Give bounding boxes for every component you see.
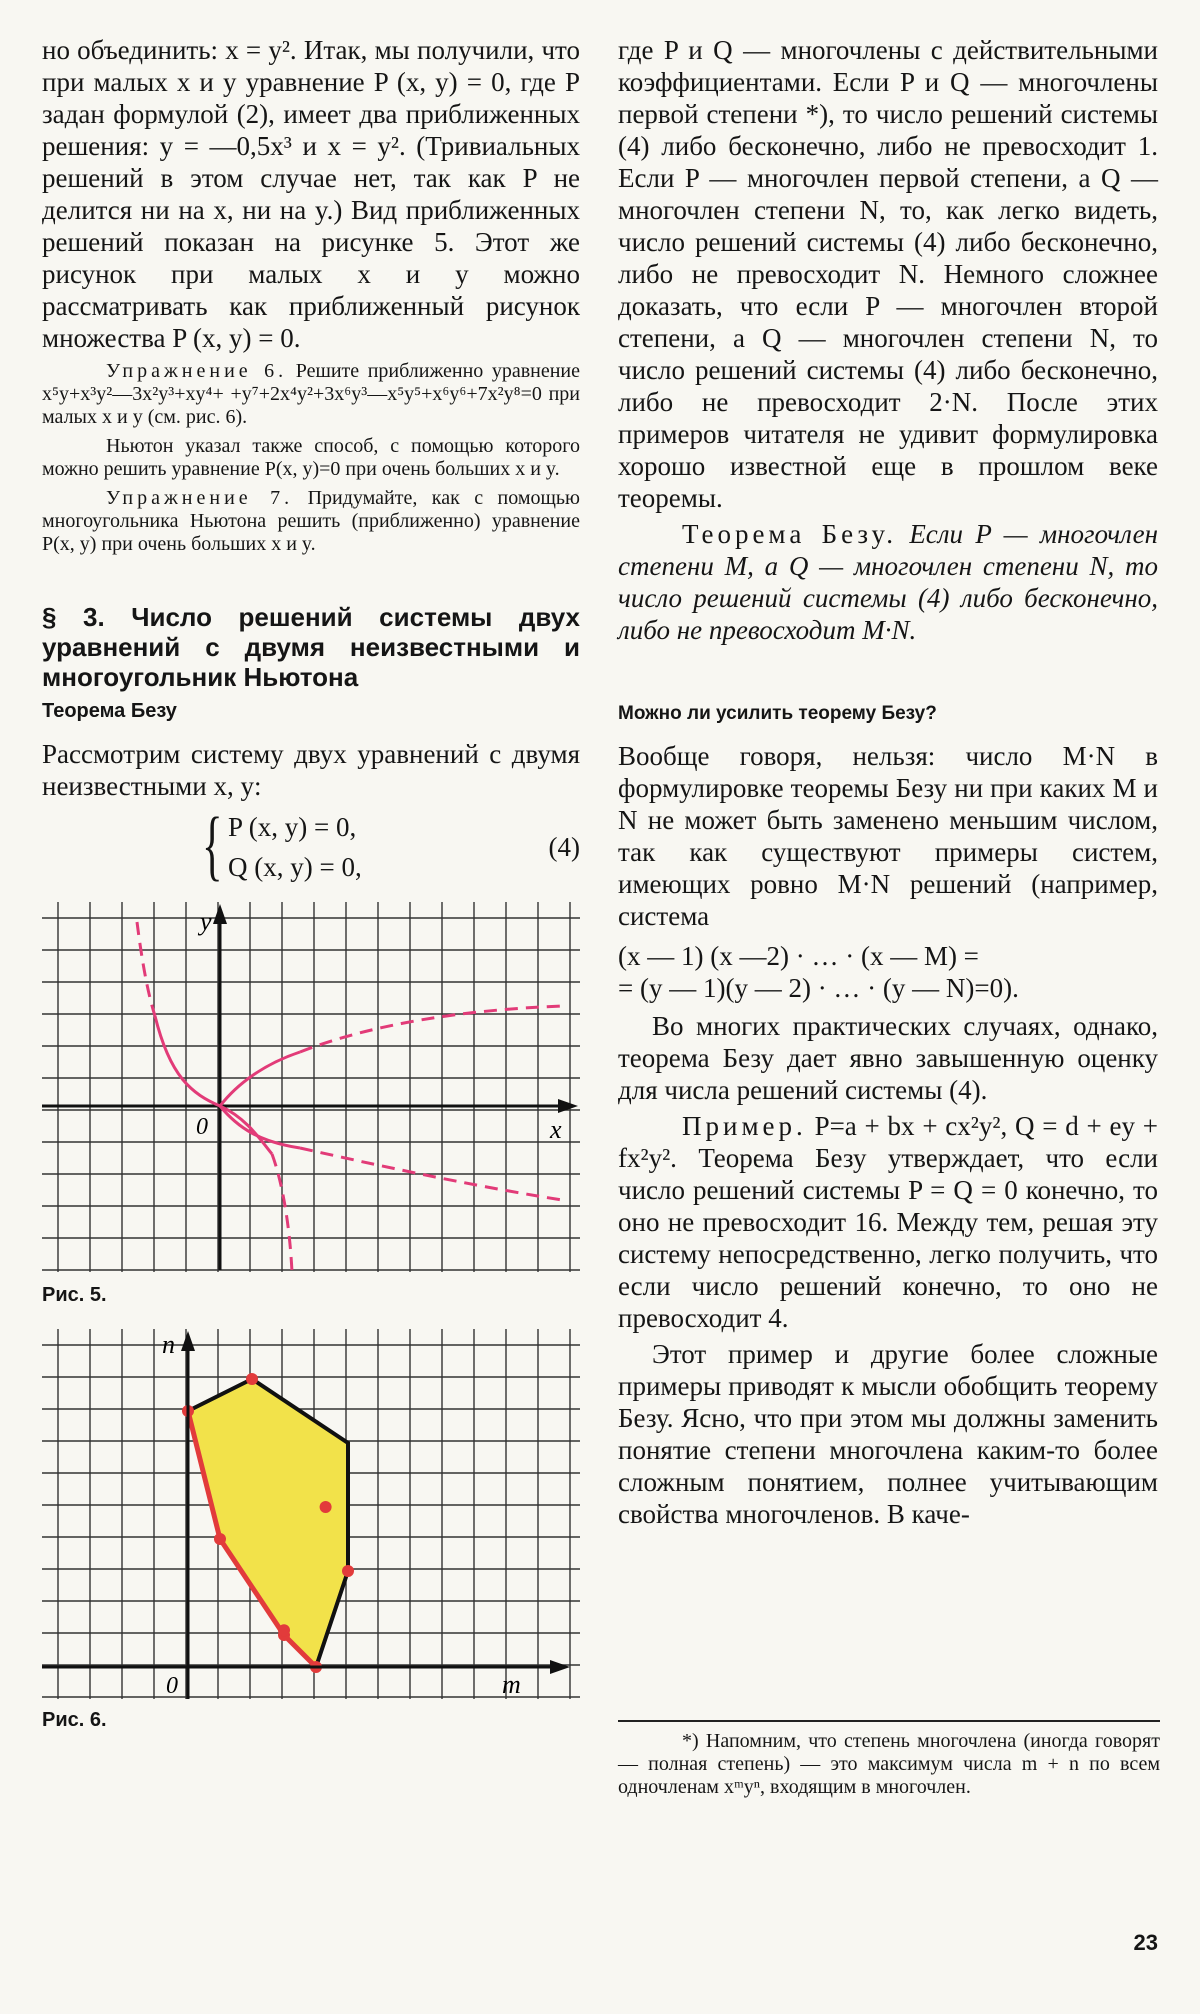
- system-line-q: Q (x, y) = 0,: [228, 852, 362, 882]
- paragraph-pq-polynomials: где P и Q — многочлены с действительными коэффициентами. Если P и Q — многочлены первой степени *), то число решений системы (4) либо бесконечно, либо не превосходит 1. Если P — многочлен первой степени, а Q — многочлен степени N, то, как легко видеть, число решений системы (4) либо бесконечно, либо не превосходит N. Немного сложнее доказать, что если P — многочлен второй степени, а Q — многочлен степени N, то число решений системы (4) либо бесконечно, либо не превосходит 2·N. После этих примеров читателя не удивит формулировка хорошо известной еще в прошлом веке теоремы.: [618, 35, 1158, 513]
- newton-polygon: [188, 1379, 348, 1667]
- monomial-point: [342, 1565, 354, 1577]
- curve-x-equals-y2-dashed-upper: [300, 1006, 562, 1052]
- footnote: *) Напомним, что степень многочлена (иногда говорят — полная степень) — это максимум числа m + n по всем одночленам xᵐyⁿ, входящим в многочлен.: [618, 1730, 1160, 1798]
- exercise-6-text: Решите приближенно уравнение x⁵y+x³y²—3x²y³+xy⁴+ +y⁷+2x⁴y²+3x⁶y³—x⁵y⁵+x⁶y⁶+7x²y⁸=0 при малых x и y (см. рис. 6).: [42, 360, 581, 428]
- figure-5-origin-label: 0: [196, 1114, 208, 1140]
- exercise-7-text: Придумайте, как с помощью многоугольника Ньютона решить (приближенно) уравнение P(x, y) при очень больших x и y.: [42, 487, 580, 555]
- system-line-p: P (x, y) = 0,: [228, 812, 357, 842]
- exercise-6-label: Упражнение 6.: [106, 360, 288, 382]
- figure-5-grid: [42, 902, 580, 1272]
- exercise-7: [42, 487, 580, 556]
- example-label: Пример.: [682, 1111, 807, 1141]
- monomial-point: [278, 1624, 290, 1636]
- figure-5-x-arrow: [558, 1099, 578, 1113]
- curve-x-equals-y2-solid: [220, 1052, 300, 1148]
- figure-5: [42, 902, 580, 1272]
- answer-paragraph: Вообще говоря, нельзя: число M·N в формулировке теоремы Безу ни при каких M и N не может быть заменено меньшим числом, так как существуют примеры систем, имеющих ровно M·N решений (например, система: [618, 741, 1158, 931]
- bezout-theorem-text: Если P — многочлен степени M, а Q — многочлен степени N, то число решений системы (4) либо бесконечно, либо не превосходит M·N.: [618, 519, 1159, 645]
- equation-line-1: (x — 1) (x —2) · … · (x — M) =: [618, 941, 979, 971]
- left-column: [42, 34, 580, 1732]
- exercise-6: [42, 360, 580, 429]
- practical-paragraph: Во многих практических случаях, однако, теорема Безу дает явно завышенную оценку для числа решений системы (4).: [618, 1011, 1158, 1105]
- paragraph-approx-solutions: но объединить: x = y². Итак, мы получили, что при малых x и y уравнение P (x, y) = 0, где P задан формулой (2), имеет два приближенных решения: y = —0,5x³ и x = y². (Тривиальных решений в этом случае нет, так как P не делится ни на x, ни на y.) Вид приближенных решений показан на рисунке 5. Этот же рисунок при малых x и y можно рассматривать как приближенный рисунок множества P (x, y) = 0.: [42, 35, 580, 353]
- system-brace: {: [202, 801, 223, 888]
- equation-line-2: = (y — 1)(y — 2) · … · (y — N)=0).: [618, 973, 1019, 1003]
- section-title: § 3. Число решений системы двух уравнений с двумя неизвестными и многоугольник Ньютона: [42, 602, 580, 692]
- figure-5-y-label: y: [200, 907, 212, 936]
- figure-6-origin-label: 0: [166, 1673, 178, 1699]
- figure-6-m-arrow: [550, 1660, 570, 1674]
- system-number: (4): [548, 832, 580, 862]
- example-paragraph: [618, 1110, 1158, 1334]
- figure-6-n-label: n: [162, 1330, 175, 1359]
- footnote-rule: [618, 1720, 1160, 1722]
- figure-6-n-arrow: [181, 1331, 195, 1351]
- figure-6-m-label: m: [502, 1670, 521, 1699]
- closing-paragraph: Этот пример и другие более сложные примеры приводят к мысли обобщить теорему Безу. Ясно, что при этом мы должны заменить понятие степени многочлена каким-то более сложным понятием, полнее учитывающим свойства многочленов. В каче-: [618, 1339, 1158, 1529]
- figure-5-x-label: x: [550, 1115, 562, 1144]
- right-column: [618, 34, 1158, 1530]
- system-intro: Рассмотрим систему двух уравнений с двумя неизвестными x, y:: [42, 739, 580, 801]
- bezout-theorem: [618, 518, 1158, 646]
- curve-y-cubic-dashed-upper: [137, 922, 155, 1016]
- figure-5-caption: Рис. 5.: [42, 1284, 107, 1306]
- newton-paragraph: Ньютон указал также способ, с помощью которого можно решить уравнение P(x, y)=0 при очень больших x и y.: [42, 435, 580, 480]
- monomial-point: [320, 1501, 332, 1513]
- example-text: P=a + bx + cx²y², Q = d + ey + fx²y². Теорема Безу утверждает, что если число решений системы P = Q = 0 конечно, то оно не превосходит 16. Между тем, решая эту систему непосредственно, легко получить, что если число решений конечно, то оно не превосходит 4.: [618, 1111, 1159, 1333]
- figure-6-caption: Рис. 6.: [42, 1709, 107, 1731]
- monomial-point: [214, 1533, 226, 1545]
- figure-6: [42, 1329, 580, 1699]
- bezout-theorem-label: Теорема Безу.: [682, 519, 898, 549]
- monomial-point: [246, 1373, 258, 1385]
- figure-5-y-arrow: [213, 904, 227, 924]
- equation-system: [42, 801, 580, 894]
- page-number: 23: [1133, 1930, 1158, 1955]
- question-heading: Можно ли усилить теорему Безу?: [618, 703, 937, 724]
- exercise-7-label: Упражнение 7.: [106, 487, 294, 509]
- subsection-title: Теорема Безу: [42, 700, 177, 722]
